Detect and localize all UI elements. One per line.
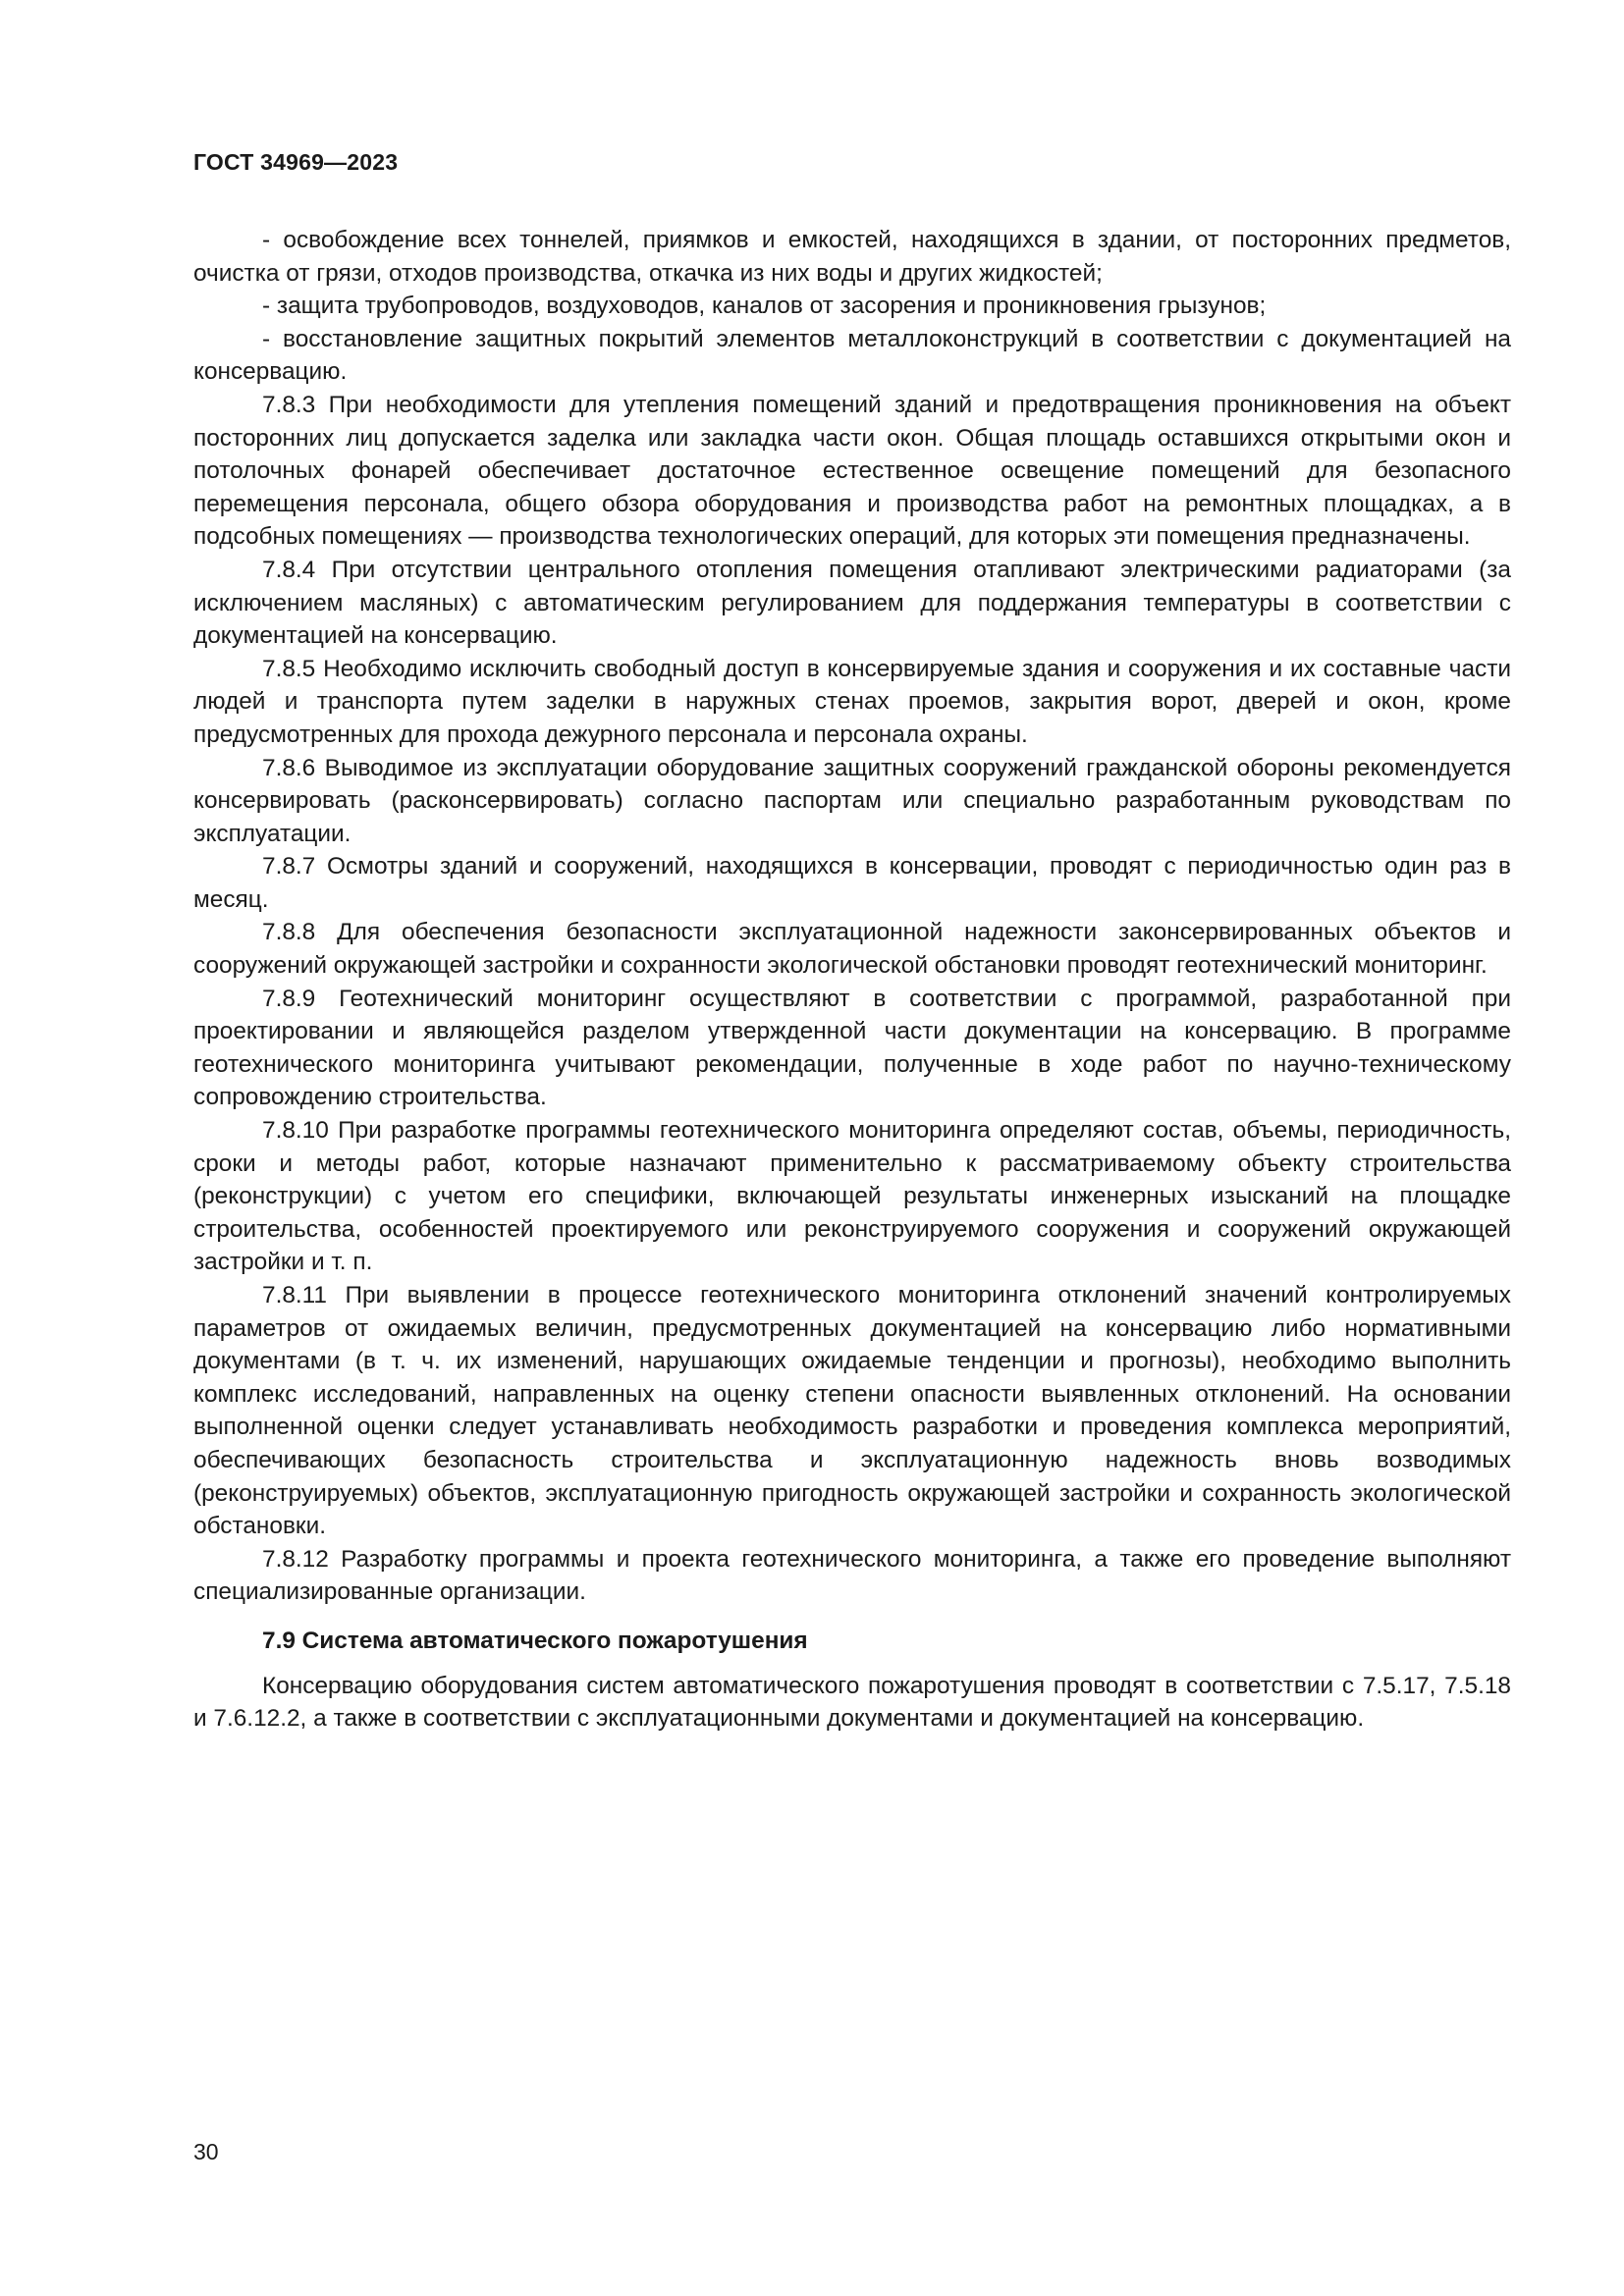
- clause-7-8-7: 7.8.7 Осмотры зданий и сооружений, находящихся в консервации, проводят с периодичностью один раз в месяц.: [193, 853, 1511, 913]
- clause-7-8-5: 7.8.5 Необходимо исключить свободный доступ в консервируемые здания и сооружения и их составные части людей и транспорта путем заделки в наружных стенах проемов, закрытия ворот, дверей и окон, кроме предусмотренных для прохода дежурного персонала и персонала охраны.: [193, 655, 1511, 748]
- clause-7-8-6: 7.8.6 Выводимое из эксплуатации оборудование защитных сооружений гражданской обороны рекомендуется консервировать (расконсервировать) согласно паспортам или специально разработанным руководствам по эксплуатации.: [193, 754, 1511, 847]
- clause-7-8-4: 7.8.4 При отсутствии центрального отопления помещения отапливают электрическими радиаторами (за исключением масляных) с автоматическим регулированием для поддержания температуры в соответствии с документацией на консервацию.: [193, 556, 1511, 650]
- clause-7-8-8: 7.8.8 Для обеспечения безопасности эксплуатационной надежности законсервированных объектов и сооружений окружающей застройки и сохранности экологической обстановки проводят геотехнический мониторинг.: [193, 919, 1511, 980]
- clause-7-8-9: 7.8.9 Геотехнический мониторинг осуществляют в соответствии с программой, разработанной при проектировании и являющейся разделом утвержденной части документации на консервацию. В программе геотехнического мониторинга учитывают рекомендации, полученные в ходе работ по научно-техническому сопровождению строительства.: [193, 985, 1511, 1111]
- list-item: - освобождение всех тоннелей, приямков и емкостей, находящихся в здании, от посторонних предметов, очистка от грязи, отходов производства, откачка из них воды и других жидкостей;: [193, 227, 1511, 287]
- clause-7-8-3: 7.8.3 При необходимости для утепления помещений зданий и предотвращения проникновения на объект посторонних лиц допускается заделка или закладка части окон. Общая площадь оставшихся открытыми окон и потолочных фонарей обеспечивает достаточное естественное освещение помещений для безопасного перемещения персонала, общего обзора оборудования и производства работ на ремонтных площадках, а в подсобных помещениях — производства технологических операций, для которых эти помещения предназначены.: [193, 391, 1511, 551]
- clause-7-8-10: 7.8.10 При разработке программы геотехнического мониторинга определяют состав, объемы, периодичность, сроки и методы работ, которые назначают применительно к рассматриваемому объекту строительства (реконструкции) с учетом его специфики, включающей результаты инженерных изысканий на площадке строительства, особенностей проектируемого или реконструируемого сооружения и сооружений окружающей застройки и т. п.: [193, 1117, 1511, 1276]
- page-number: 30: [193, 2139, 219, 2164]
- section-7-9-text: Консервацию оборудования систем автоматического пожаротушения проводят в соответствии с 7.5.17, 7.5.18 и 7.6.12.2, а также в соответствии с эксплуатационными документами и документацией на консервацию.: [193, 1672, 1511, 1733]
- list-item: - защита трубопроводов, воздуховодов, каналов от засорения и проникновения грызунов;: [262, 293, 1267, 320]
- clause-7-8-12: 7.8.12 Разработку программы и проекта геотехнического мониторинга, а также его проведение выполняют специализированные организации.: [193, 1545, 1511, 1606]
- list-item: - восстановление защитных покрытий элементов металлоконструкций в соответствии с документацией на консервацию.: [193, 325, 1511, 386]
- section-heading-7-9: 7.9 Система автоматического пожаротушения: [262, 1627, 808, 1654]
- document-header-code: ГОСТ 34969—2023: [193, 149, 399, 175]
- clause-7-8-11: 7.8.11 При выявлении в процессе геотехнического мониторинга отклонений значений контролируемых параметров от ожидаемых величин, предусмотренных документацией на консервацию либо нормативными документами (в т. ч. их изменений, нарушающих ожидаемые тенденции и прогнозы), необходимо выполнить комплекс исследований, направленных на оценку степени опасности выявленных отклонений. На основании выполненной оценки следует устанавливать необходимость разработки и проведения комплекса мероприятий, обеспечивающих безопасность строительства и эксплуатационную надежность вновь возводимых (реконструируемых) объектов, эксплуатационную пригодность окружающей застройки и сохранность экологической обстановки.: [193, 1282, 1511, 1540]
- document-body: [193, 224, 1511, 1735]
